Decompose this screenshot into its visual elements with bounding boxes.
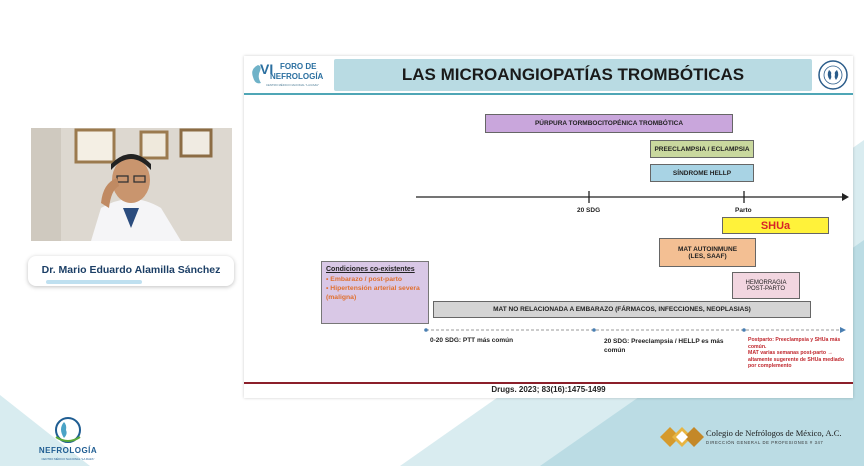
speaker-name: Dr. Mario Eduardo Alamilla Sánchez bbox=[41, 264, 221, 276]
ptt-label: PÚRPURA TORMBOCITOPÉNICA TROMBÓTICA bbox=[534, 120, 684, 127]
coexisting-item-hipertension-text: Hipertensión arterial severa (maligna) bbox=[326, 285, 420, 301]
coexisting-item-hipertension: • Hipertensión arterial severa (maligna) bbox=[326, 285, 420, 301]
shua-box bbox=[722, 217, 829, 234]
hemorragia-sublabel: POST-PARTO bbox=[746, 285, 785, 292]
timeline-label-20sdg: 20 SDG bbox=[577, 207, 601, 214]
coexisting-conditions-title: Condiciones co-existentes bbox=[326, 266, 415, 273]
hellp-label: SÍNDROME HELLP bbox=[672, 169, 732, 177]
institution-seal-icon bbox=[818, 60, 848, 90]
note-20-sdg: 20 SDG: Preeclampsia / HELLP es más común bbox=[604, 338, 724, 354]
mat-autoinmune-label: MAT AUTOINMUNE bbox=[677, 245, 738, 253]
nefrologia-footer-logo bbox=[36, 415, 100, 465]
speaker-video bbox=[31, 128, 232, 241]
presentation-slide bbox=[244, 56, 853, 398]
hellp-box bbox=[650, 164, 754, 182]
preeclampsia-label: PREECLAMPSIA / ECLAMPSIA bbox=[654, 145, 750, 153]
colegio-subtitle: DIRECCIÓN GENERAL DE PROFESIONES # 347 bbox=[706, 440, 824, 445]
timeline-label-parto: Parto bbox=[735, 207, 752, 214]
slide-header-underline bbox=[244, 93, 853, 95]
reference-text: Drugs. 2023; 83(16):1475-1499 bbox=[491, 385, 606, 394]
note-0-20-sdg: 0-20 SDG: PTT más común bbox=[430, 337, 514, 344]
colegio-emblem-icon bbox=[658, 424, 704, 450]
reference-rule bbox=[244, 382, 853, 384]
period-arrows bbox=[244, 325, 853, 335]
mat-autoinmune-box bbox=[659, 238, 756, 267]
nameplate-underline bbox=[46, 280, 142, 284]
note-postparto-line1: Postparto: Preeclampsia y SHUa más común. bbox=[748, 337, 841, 350]
note-postparto-line2: MAT varias semanas post-parto → altamente sugerente de SHUa mediado por complemento bbox=[748, 350, 844, 369]
coexisting-item-embarazo-text: Embarazo / post-parto bbox=[330, 276, 403, 283]
colegio-name: Colegio de Nefrólogos de México, A.C. bbox=[706, 428, 842, 438]
foro-logo-nefrologia: NEFROLOGÍA bbox=[270, 72, 324, 81]
coexisting-conditions-box bbox=[321, 261, 429, 324]
foro-logo-subtitle: CENTRO MÉDICO NACIONAL "LA RAZA" bbox=[266, 83, 320, 87]
note-postparto bbox=[748, 337, 852, 370]
foro-logo-foro: FORO DE bbox=[280, 62, 317, 71]
ptt-box bbox=[485, 114, 733, 133]
speaker-video-image bbox=[31, 128, 232, 241]
nefrologia-logo-subtitle: CENTRO MÉDICO NACIONAL "LA RAZA" bbox=[41, 457, 95, 461]
colegio-footer-logo bbox=[658, 422, 858, 454]
mat-no-relacionada-box bbox=[433, 301, 811, 318]
coexisting-item-embarazo: • Embarazo / post-parto bbox=[326, 276, 403, 283]
mat-no-relacionada-label: MAT NO RELACIONADA A EMBARAZO (FÁRMACOS, INFECCIONES, NEOPLASIAS) bbox=[493, 306, 751, 313]
pregnancy-timeline bbox=[244, 187, 853, 207]
preeclampsia-box bbox=[650, 140, 754, 158]
slide-title: LAS MICROANGIOPATÍAS TROMBÓTICAS bbox=[401, 65, 745, 84]
shua-label: SHUa bbox=[760, 219, 791, 232]
foro-logo-vi: VI bbox=[260, 61, 274, 77]
mat-autoinmune-sublabel: (LES, SAAF) bbox=[688, 252, 727, 260]
hemorragia-box bbox=[732, 272, 800, 299]
foro-logo bbox=[248, 59, 332, 91]
hemorragia-label: HEMORRAGIA bbox=[745, 279, 787, 286]
speaker-nameplate bbox=[28, 256, 234, 286]
nefrologia-emblem-icon bbox=[48, 415, 88, 445]
nefrologia-logo-text: NEFROLOGÍA bbox=[38, 446, 98, 455]
